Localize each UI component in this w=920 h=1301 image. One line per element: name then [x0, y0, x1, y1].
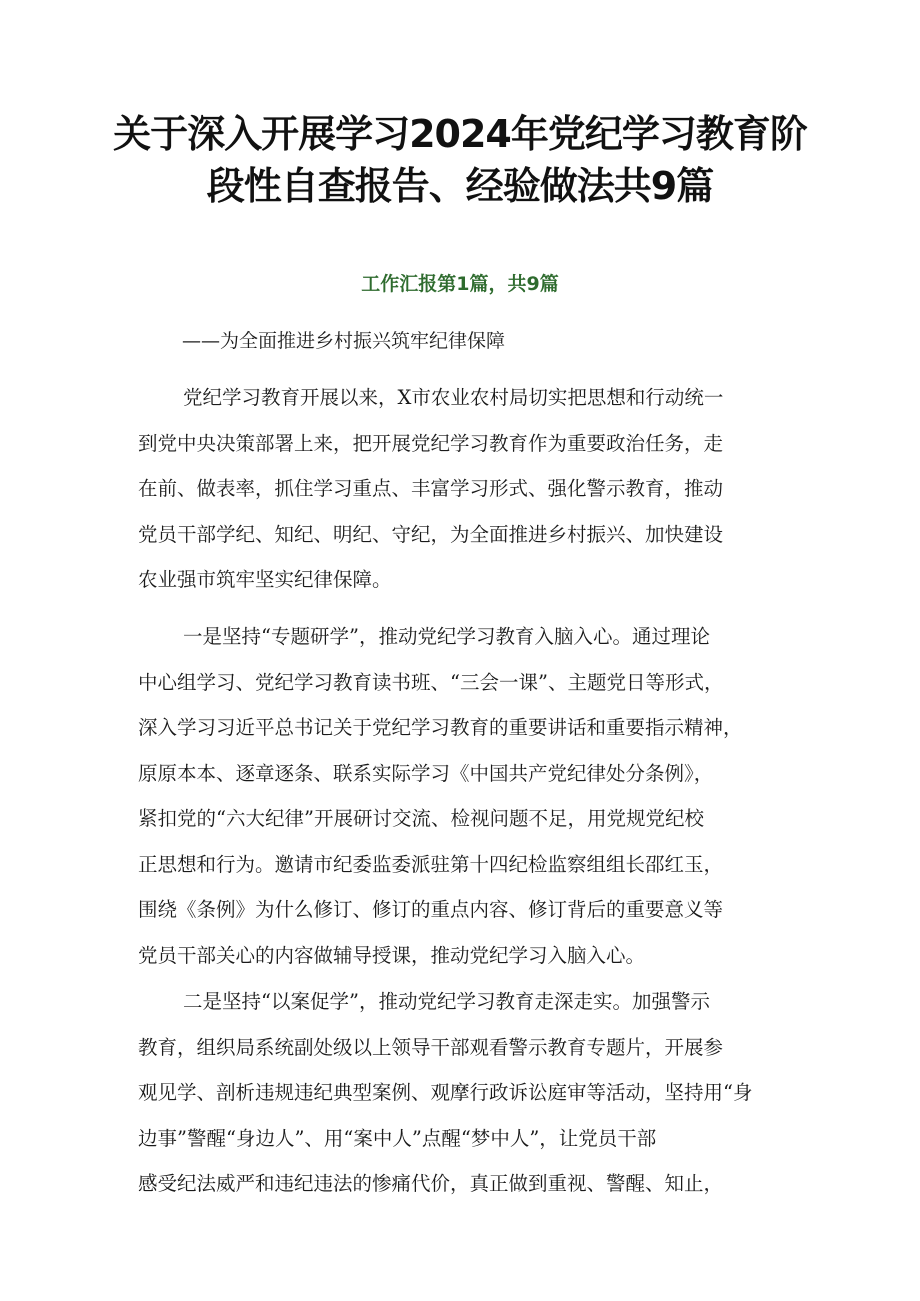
paragraph-line: 党员干部关心的内容做辅导授课，推动党纪学习入脑入心。	[138, 943, 646, 967]
paragraph-line: 深入学习习近平总书记关于党纪学习教育的重要讲话和重要指示精神，	[138, 716, 743, 739]
document-title	[100, 108, 820, 212]
paragraph-line: 紧扣党的“六大纪律”开展研讨交流、检视问题不足，用党规党纪校	[138, 807, 704, 830]
title-line-1: 关于深入开展学习2024年党纪学习教育阶	[113, 112, 807, 156]
paragraph-point-one	[138, 614, 798, 978]
paragraph-line: 中心组学习、党纪学习教育读书班、“三会一课”、主题党日等形式，	[138, 670, 724, 694]
title-line-2: 段性自查报告、经验做法共9篇	[206, 164, 714, 208]
section-heading: 工作汇报第1篇，共9篇	[361, 273, 559, 295]
paragraph-line: 围绕《条例》为什么修订、修订的重点内容、修订背后的重要意义等	[138, 898, 724, 921]
paragraph-line: 边事”警醒“身边人”、用“案中人”点醒“梦中人”，让党员干部	[138, 1126, 657, 1150]
paragraph-line: 二是坚持“以案促学”，推动党纪学习教育走深走实。加强警示	[183, 990, 710, 1013]
paragraph-line: 党纪学习教育开展以来，X市农业农村局切实把思想和行动统一	[183, 386, 724, 409]
paragraph-line: 观见学、剖析违规违纪典型案例、观摩行政诉讼庭审等活动，坚持用“身	[138, 1081, 753, 1104]
paragraph-line: 正思想和行为。邀请市纪委监委派驻第十四纪检监察组组长邵红玉，	[138, 852, 724, 876]
paragraph-point-two	[138, 979, 798, 1207]
dash-subtitle: ——为全面推进乡村振兴筑牢纪律保障	[182, 330, 506, 352]
paragraph-line: 到党中央决策部署上来，把开展党纪学习教育作为重要政治任务，走	[138, 431, 724, 455]
paragraph-line: 党员干部学纪、知纪、明纪、守纪，为全面推进乡村振兴、加快建设	[138, 522, 724, 546]
paragraph-line: 一是坚持“专题研学”，推动党纪学习教育入脑入心。通过理论	[183, 625, 710, 648]
paragraph-line: 感受纪法威严和违纪违法的惨痛代价，真正做到重视、警醒、知止，	[138, 1172, 724, 1195]
paragraph-line: 农业强市筑牢坚实纪律保障。	[138, 568, 392, 591]
paragraph-line: 教育，组织局系统副处级以上领导干部观看警示教育专题片，开展参	[138, 1035, 724, 1059]
paragraph-line: 原原本本、逐章逐条、联系实际学习《中国共产党纪律处分条例》，	[138, 761, 714, 785]
paragraph-line: 在前、做表率，抓住学习重点、丰富学习形式、强化警示教育，推动	[138, 477, 724, 500]
paragraph-intro	[138, 375, 798, 603]
